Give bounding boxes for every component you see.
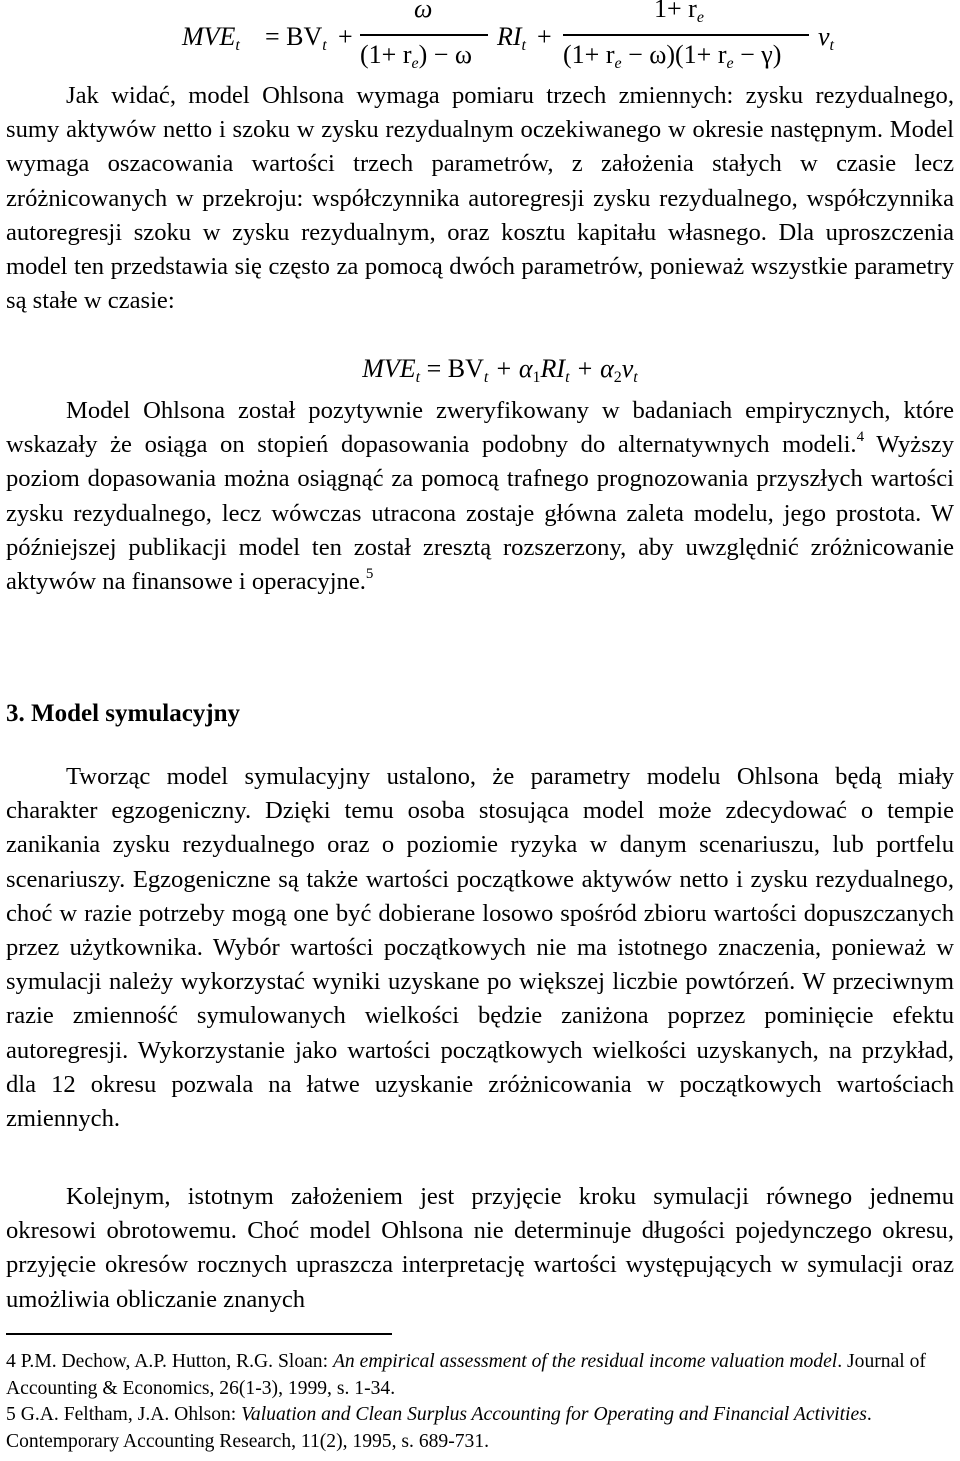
formula2-lhs-sub: t xyxy=(415,369,421,386)
formula-frac1-denominator: $(1+ r_e) - \omega$ xyxy=(360,40,473,72)
paragraph-simulation-step: Kolejnym, istotnym założeniem jest przyjęcie kroku symulacji równego jednemu okresowi obrotowemu. Choć model Ohlsona nie determinuje długości pojedynczego okresu, przyjęcie okresów rocznych upraszcza interpretację wartości występujących w symulacji oraz umożliwia obliczanie znanych xyxy=(6,1183,954,1313)
paragraph-text: Wyższy poziom dopasowania można osiągnąć za pomocą trafnego prognozowania przyszłych wartości zysku rezydualnego, lecz wówczas utracona zostaje główna zaleta modelu, jego prostota. W późniejszej publikacji model ten został zresztą rozszerzony, aby uwzględnić zróżnicowanie aktywów na finansowe i operacyjne. xyxy=(6,431,954,596)
formula2-v-sub: t xyxy=(633,369,638,386)
formula2-alpha2: + α xyxy=(569,354,614,383)
footnote-ref-5[interactable]: 5 xyxy=(365,566,374,583)
formula2-bv: = BV xyxy=(420,354,484,383)
formula-ri: $RI_t$ xyxy=(497,22,526,54)
formula-frac1-numerator: ω xyxy=(414,0,433,23)
formula2-alpha1: + α xyxy=(488,354,533,383)
footnote-ref-4[interactable]: 4 xyxy=(856,429,865,446)
formula-lhs: $MVE_t$ xyxy=(182,22,240,54)
paragraph-model-verification xyxy=(6,394,954,599)
formula-frac2-numerator: $1+ r_e$ xyxy=(654,0,704,26)
formula2-alpha2-sub: 2 xyxy=(613,369,622,386)
formula-plus: + xyxy=(537,22,552,51)
formula2-alpha1-sub: 1 xyxy=(532,369,541,386)
formula2-ri-sub: t xyxy=(565,369,570,386)
paragraph-ohlson-model: Jak widać, model Ohlsona wymaga pomiaru trzech zmiennych: zysku rezydualnego, sumy aktywów netto i szoku w zysku rezydualnym oczekiwanego w okresie następnym. Model wymaga oszacowania wartości trzech parametrów, z założenia stałych w czasie lecz zróżnicowanych w przekroju: współczynnika autoregresji zysku rezydualnego, współczynnika autoregresji szoku w zysku rezydualnym, oraz kosztu kapitału własnego. Dla uproszczenia model ten przedstawia się często za pomocą dwóch parametrów, ponieważ wszystkie parametry są stałe w czasie: xyxy=(6,82,954,315)
formula2-ri: RI xyxy=(540,354,566,383)
formula-bv: = $BV_t$ xyxy=(265,22,327,54)
formula-plus: + xyxy=(338,22,353,51)
formula-frac1-line xyxy=(360,34,488,36)
paragraph-simulation-model: Tworząc model symulacyjny ustalono, że parametry modelu Ohlsona będą miały charakter egzogeniczny. Dzięki temu osoba stosująca model może zdecydować o tempie zanikania zysku rezydualnego oraz o poziomie ryzyka w danym scenariuszu, lub portfelu scenariuszy. Egzogeniczne są także wartości początkowe aktywów netto i zysku rezydualnego, choć w razie potrzeby mogą one być dobierane losowo spośród zbioru wartości dopuszczanych przez użytkownika. Wybór wartości początkowych nie ma istotnego znaczenia, ponieważ w symulacji należy wykorzystać wyniki uzyskane po większej liczbie powtórzeń. W przeciwnym razie zmienność symulowanych wielkości będzie zaniżona poprzez pominięcie efektu autoregresji. Wykorzystanie jako wartości początkowych wielkości uzyskanych, na przykład, dla 12 okresu pozwala na łatwe uzyskanie zróżnicowania w początkowych wartościach zmiennych. xyxy=(6,763,954,1133)
formula2-lhs: MVE xyxy=(362,354,416,383)
footnote-separator xyxy=(6,1333,392,1335)
formula-v: $v_t$ xyxy=(818,22,834,54)
footnote-4: 4 P.M. Dechow, A.P. Hutton, R.G. Sloan: An empirical assessment of the residual income valuation model. Journal of Accounting & Economics, 26(1-3), 1999, s. 1-34. xyxy=(6,1351,926,1399)
formula2-bv-sub: t xyxy=(483,369,489,386)
formula-frac2-denominator: $(1+ r_e - \omega)(1+ r_e - \gamma)$ xyxy=(563,40,782,72)
formula-mve-full xyxy=(0,0,960,78)
section-heading: 3. Model symulacyjny xyxy=(6,700,241,727)
formula-mve-simplified xyxy=(0,354,960,387)
formula2-v: v xyxy=(621,354,634,383)
footnote-5: 5 G.A. Feltham, J.A. Ohlson: Valuation and Clean Surplus Accounting for Operating and Financial Activities. Contemporary Accounting Research, 11(2), 1995, s. 689-731. xyxy=(6,1404,872,1452)
paragraph-text: Model Ohlsona został pozytywnie zweryfikowany w badaniach empirycznych, które wskazały że osiąga on stopień dopasowania podobny do alternatywnych modeli. xyxy=(6,397,954,459)
formula-frac2-line xyxy=(563,34,809,36)
